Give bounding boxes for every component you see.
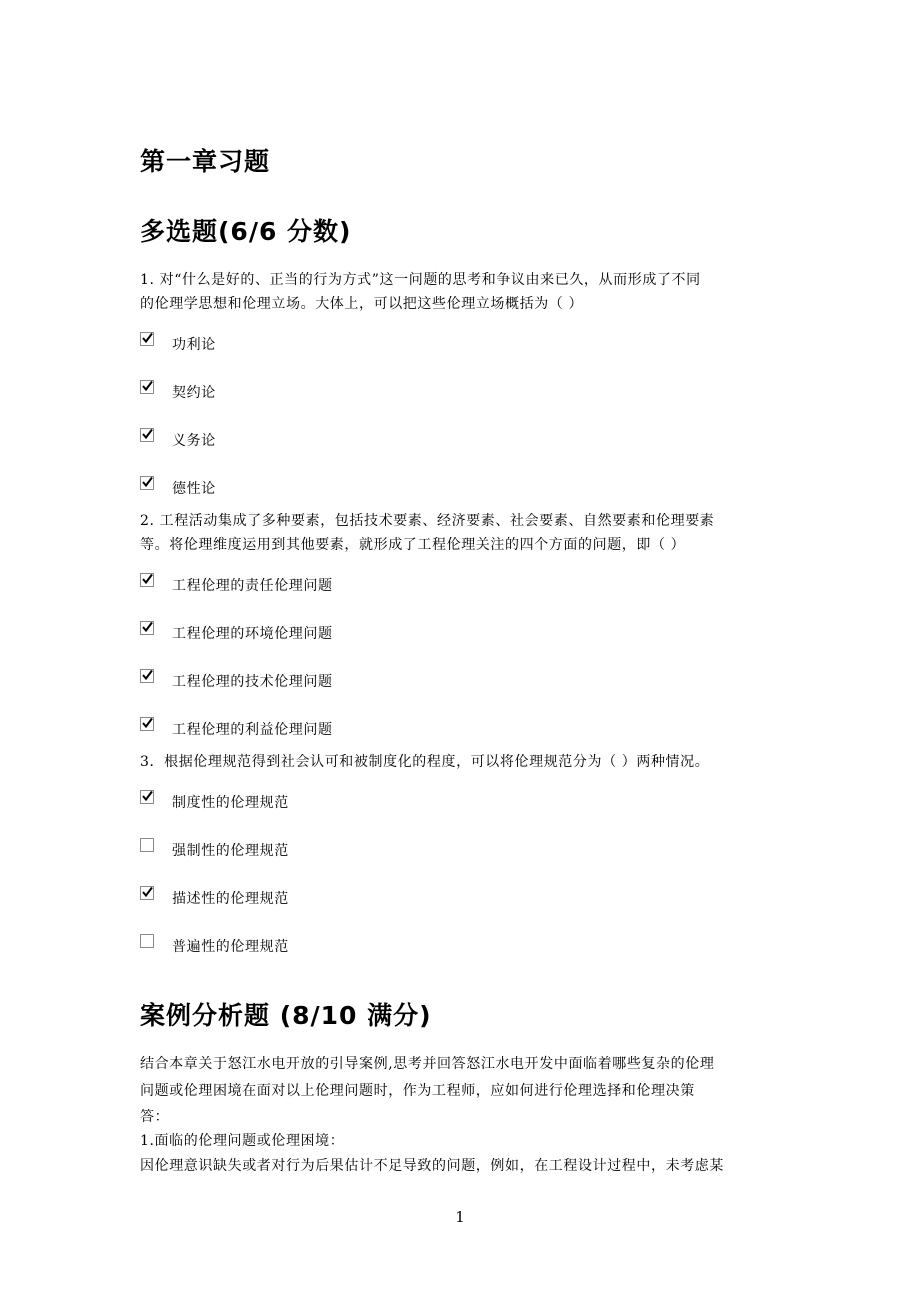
question-3-text (140, 750, 790, 774)
case-text-line: 结合本章关于怒江水电开放的引导案例,思考并回答怒江水电开发中面临着哪些复杂的伦理 (140, 1056, 715, 1072)
checkbox[interactable] (140, 573, 154, 587)
checkbox[interactable] (140, 790, 154, 804)
check-icon (142, 621, 153, 633)
option-label: 工程伦理的责任伦理问题 (172, 578, 333, 594)
option-label: 义务论 (172, 433, 216, 449)
option-label: 强制性的伦理规范 (172, 843, 289, 859)
check-icon (142, 380, 153, 392)
option-label: 工程伦理的技术伦理问题 (172, 674, 333, 690)
answer-label: 答： (140, 1109, 170, 1125)
check-icon (142, 332, 153, 344)
checkbox[interactable] (140, 717, 154, 731)
check-icon (142, 886, 153, 898)
option-label: 工程伦理的利益伦理问题 (172, 722, 333, 738)
check-icon (142, 476, 153, 488)
question-2-text (140, 509, 790, 557)
checkbox[interactable] (140, 476, 154, 490)
option-label: 制度性的伦理规范 (172, 795, 289, 811)
checkbox[interactable] (140, 380, 154, 394)
checkbox[interactable] (140, 838, 154, 852)
option-label: 德性论 (172, 481, 216, 497)
checkbox[interactable] (140, 332, 154, 346)
case-section-title: 案例分析题 (8/10 满分) (140, 1001, 432, 1030)
checkbox[interactable] (140, 428, 154, 442)
checkbox[interactable] (140, 621, 154, 635)
check-icon (142, 428, 153, 440)
check-icon (142, 717, 153, 729)
case-text-line: 因伦理意识缺失或者对行为后果估计不足导致的问题，例如，在工程设计过程中，未考虑某 (140, 1158, 724, 1174)
question-1-text (140, 268, 790, 316)
option-label: 功利论 (172, 337, 216, 353)
checkbox[interactable] (140, 669, 154, 683)
check-icon (142, 790, 153, 802)
case-text-line: 问题或伦理困境在面对以上伦理问题时，作为工程师，应如何进行伦理选择和伦理决策 (140, 1083, 695, 1099)
option-label: 描述性的伦理规范 (172, 891, 289, 907)
question-text-line: 3．根据伦理规范得到社会认可和被制度化的程度，可以将伦理规范分为（ ）两种情况。 (140, 754, 710, 770)
check-icon (142, 573, 153, 585)
checkbox[interactable] (140, 934, 154, 948)
option-label: 契约论 (172, 385, 216, 401)
question-text-line: 等。将伦理维度运用到其他要素，就形成了工程伦理关注的四个方面的问题，即（ ） (140, 537, 686, 553)
checkbox[interactable] (140, 886, 154, 900)
question-text-line: 的伦理学思想和伦理立场。大体上，可以把这些伦理立场概括为（ ） (140, 296, 584, 312)
page-number: 1 (455, 1208, 465, 1226)
option-label: 工程伦理的环境伦理问题 (172, 626, 333, 642)
question-text-line: 2. 工程活动集成了多种要素，包括技术要素、经济要素、社会要素、自然要素和伦理要素 (140, 513, 715, 529)
question-text-line: 1. 对“什么是好的、正当的行为方式”这一问题的思考和争议由来已久，从而形成了不同 (140, 272, 701, 288)
chapter-title: 第一章习题 (140, 147, 271, 176)
case-text-line: 1.面临的伦理问题或伦理困境： (140, 1133, 345, 1149)
option-label: 普遍性的伦理规范 (172, 939, 289, 955)
mc-section-title: 多选题(6/6 分数) (140, 217, 352, 246)
check-icon (142, 669, 153, 681)
